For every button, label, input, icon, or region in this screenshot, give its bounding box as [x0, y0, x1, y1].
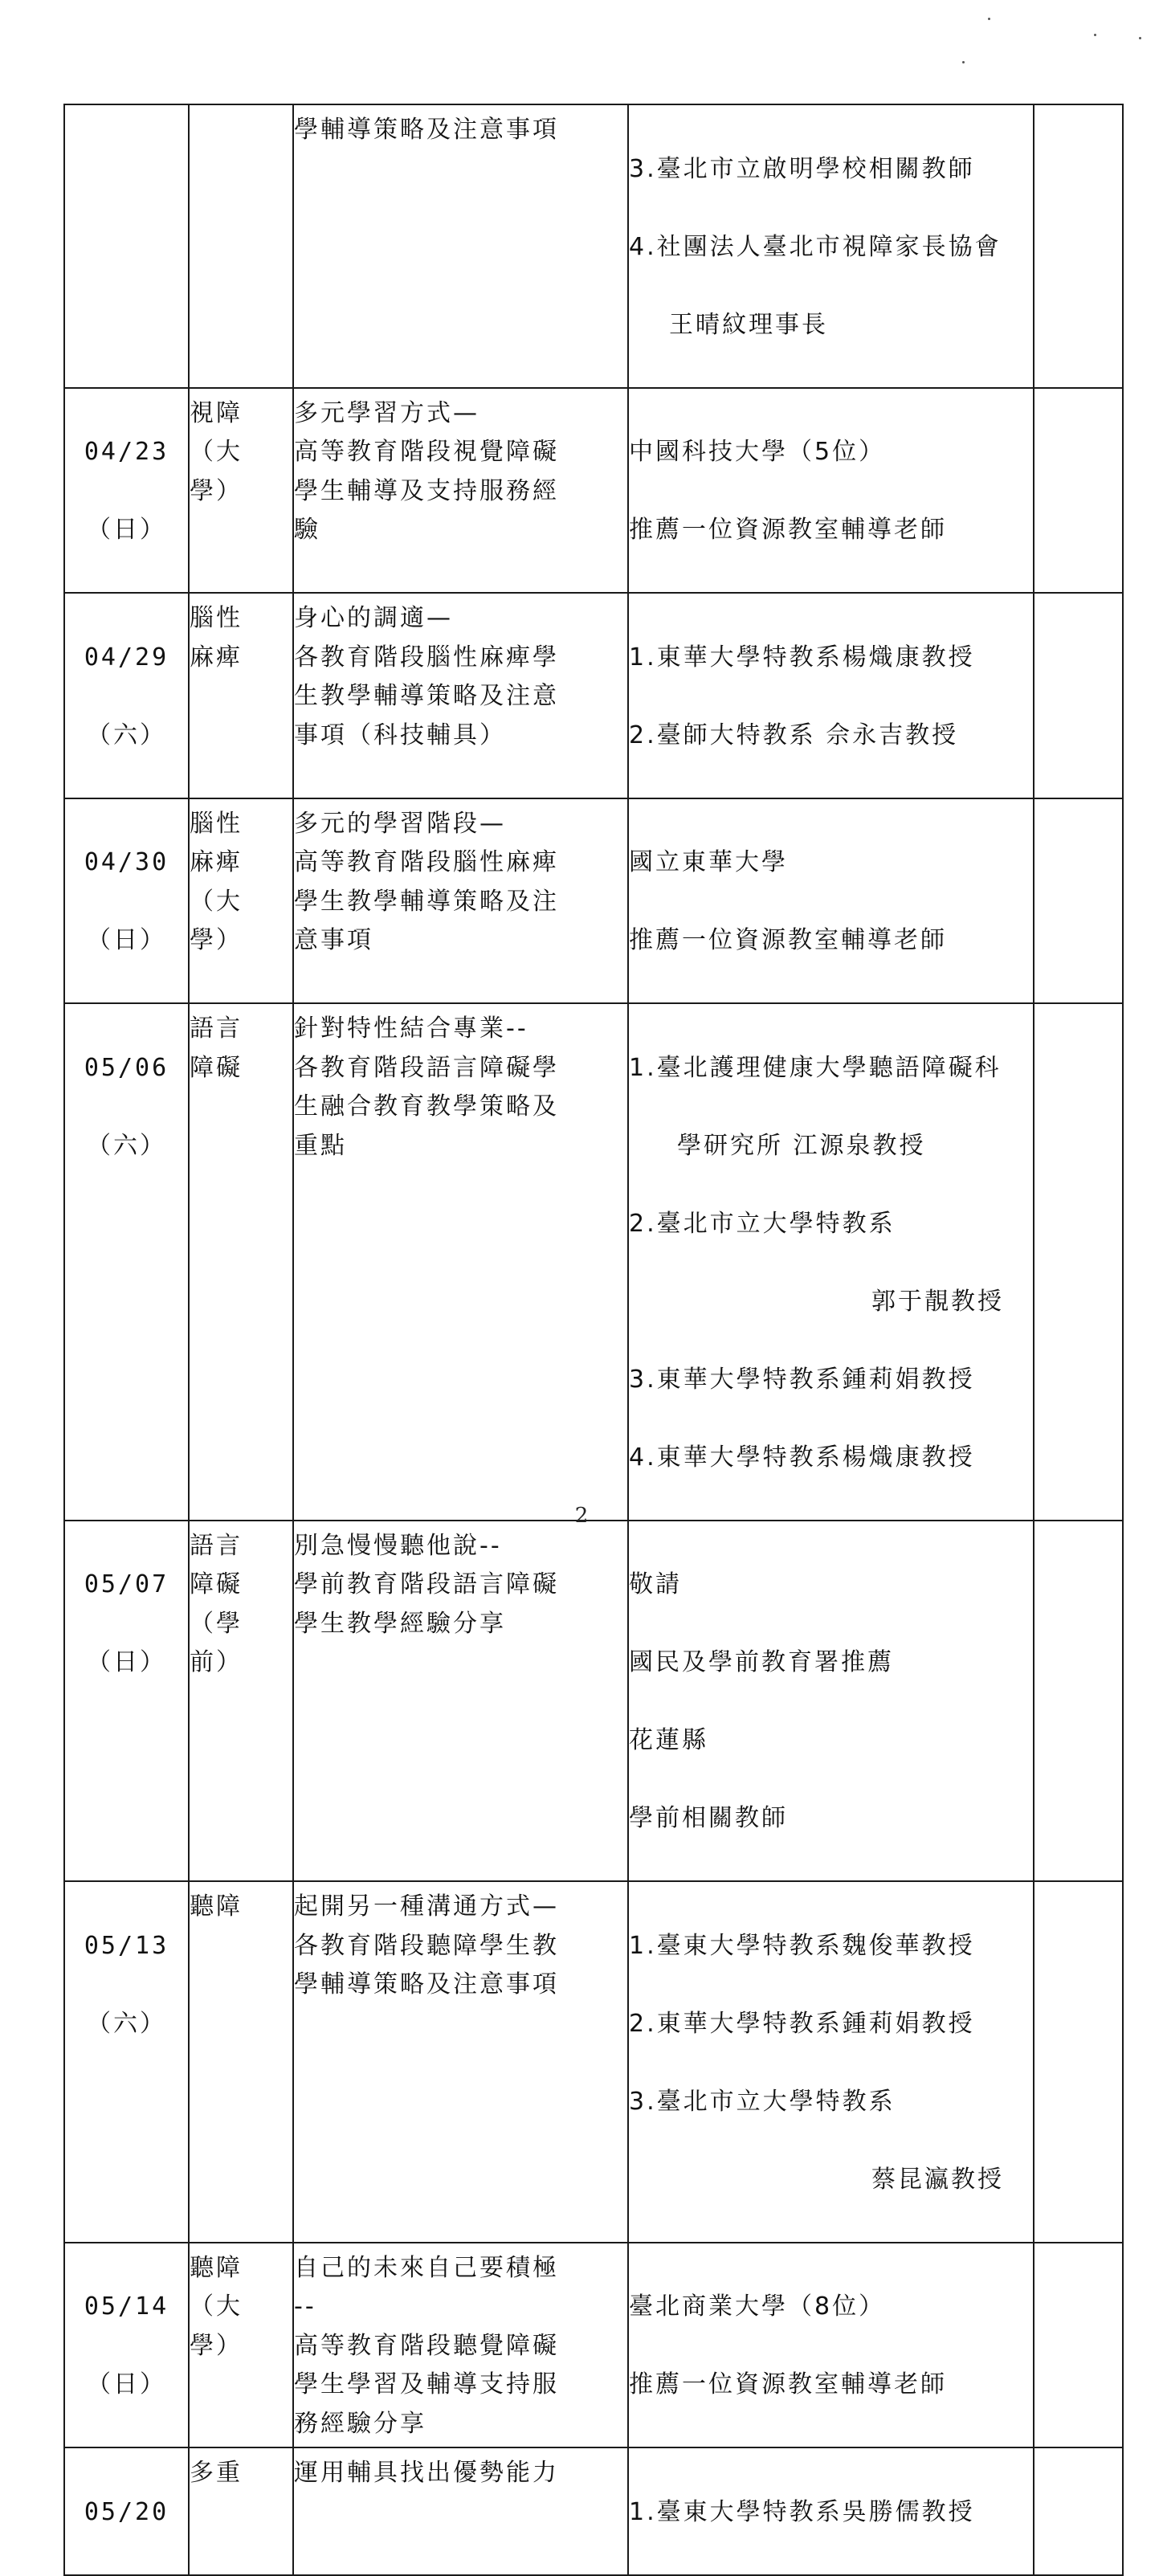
date-cell: 04/23 （日） — [64, 388, 189, 594]
category-cell: 聽障 — [189, 1881, 293, 2243]
topic-cell: 學輔導策略及注意事項 — [293, 104, 628, 388]
speaker-cell: 臺北商業大學（8位） 推薦一位資源教室輔導老師 — [628, 2243, 1034, 2448]
remarks-cell — [1034, 104, 1123, 388]
table-row — [64, 798, 1123, 1004]
category-cell: 腦性 麻痺 （大 學） — [189, 798, 293, 1004]
schedule-table — [63, 104, 1124, 2576]
speaker-cell: 1.臺東大學特教系吳勝儒教授 — [628, 2447, 1034, 2575]
topic-cell: 起開另一種溝通方式— 各教育階段聽障學生教 學輔導策略及注意事項 — [293, 1881, 628, 2243]
table-row — [64, 2243, 1123, 2448]
speaker-cell: 中國科技大學（5位） 推薦一位資源教室輔導老師 — [628, 388, 1034, 594]
date-cell: 05/13 （六） — [64, 1881, 189, 2243]
scan-speck — [962, 61, 965, 63]
page-number: 2 — [574, 1504, 589, 1528]
scan-speck — [988, 18, 990, 20]
table-row — [64, 1003, 1123, 1521]
remarks-cell — [1034, 593, 1123, 798]
topic-cell: 針對特性結合專業-- 各教育階段語言障礙學 生融合教育教學策略及 重點 — [293, 1003, 628, 1521]
date-cell: 04/30 （日） — [64, 798, 189, 1004]
speaker-cell: 1.臺北護理健康大學聽語障礙科 學研究所 江源泉教授 2.臺北市立大學特教系 郭于靚教授 3.東華大學特教系鍾莉娟教授 4.東華大學特教系楊熾康教授 — [628, 1003, 1034, 1521]
topic-cell: 多元學習方式— 高等教育階段視覺障礙 學生輔導及支持服務經 驗 — [293, 388, 628, 594]
table-row — [64, 593, 1123, 798]
topic-cell: 別急慢慢聽他說-- 學前教育階段語言障礙 學生教學經驗分享 — [293, 1521, 628, 1882]
speaker-cell: 1.東華大學特教系楊熾康教授 2.臺師大特教系 佘永吉教授 — [628, 593, 1034, 798]
topic-cell: 身心的調適— 各教育階段腦性麻痺學 生教學輔導策略及注意 事項（科技輔具） — [293, 593, 628, 798]
scan-speck — [1094, 34, 1096, 36]
table-row — [64, 1521, 1123, 1882]
topic-cell: 運用輔具找出優勢能力 — [293, 2447, 628, 2575]
table-row — [64, 1881, 1123, 2243]
remarks-cell — [1034, 798, 1123, 1004]
date-cell: 04/29 （六） — [64, 593, 189, 798]
date-cell: 05/20 — [64, 2447, 189, 2575]
remarks-cell — [1034, 2447, 1123, 2575]
date-cell — [64, 104, 189, 388]
remarks-cell — [1034, 1881, 1123, 2243]
topic-cell: 多元的學習階段— 高等教育階段腦性麻痺 學生教學輔導策略及注 意事項 — [293, 798, 628, 1004]
remarks-cell — [1034, 388, 1123, 594]
table-row — [64, 388, 1123, 594]
category-cell: 聽障 （大 學） — [189, 2243, 293, 2448]
speaker-cell: 敬請 國民及學前教育署推薦 花蓮縣 學前相關教師 — [628, 1521, 1034, 1882]
date-cell: 05/06 （六） — [64, 1003, 189, 1521]
table-row — [64, 2447, 1123, 2575]
date-cell: 05/14 （日） — [64, 2243, 189, 2448]
category-cell: 視障 （大 學） — [189, 388, 293, 594]
speaker-cell: 國立東華大學 推薦一位資源教室輔導老師 — [628, 798, 1034, 1004]
scan-speck — [1139, 37, 1141, 39]
speaker-cell: 3.臺北市立啟明學校相關教師 4.社團法人臺北市視障家長協會 王晴紋理事長 — [628, 104, 1034, 388]
table-row — [64, 104, 1123, 388]
remarks-cell — [1034, 2243, 1123, 2448]
category-cell — [189, 104, 293, 388]
speaker-cell: 1.臺東大學特教系魏俊華教授 2.東華大學特教系鍾莉娟教授 3.臺北市立大學特教系 蔡昆瀛教授 — [628, 1881, 1034, 2243]
date-cell: 05/07 （日） — [64, 1521, 189, 1882]
category-cell: 語言 障礙 （學 前） — [189, 1521, 293, 1882]
remarks-cell — [1034, 1521, 1123, 1882]
category-cell: 語言 障礙 — [189, 1003, 293, 1521]
topic-cell: 自己的未來自己要積極 -- 高等教育階段聽覺障礙 學生學習及輔導支持服 務經驗分享 — [293, 2243, 628, 2448]
category-cell: 腦性 麻痺 — [189, 593, 293, 798]
category-cell: 多重 — [189, 2447, 293, 2575]
remarks-cell — [1034, 1003, 1123, 1521]
